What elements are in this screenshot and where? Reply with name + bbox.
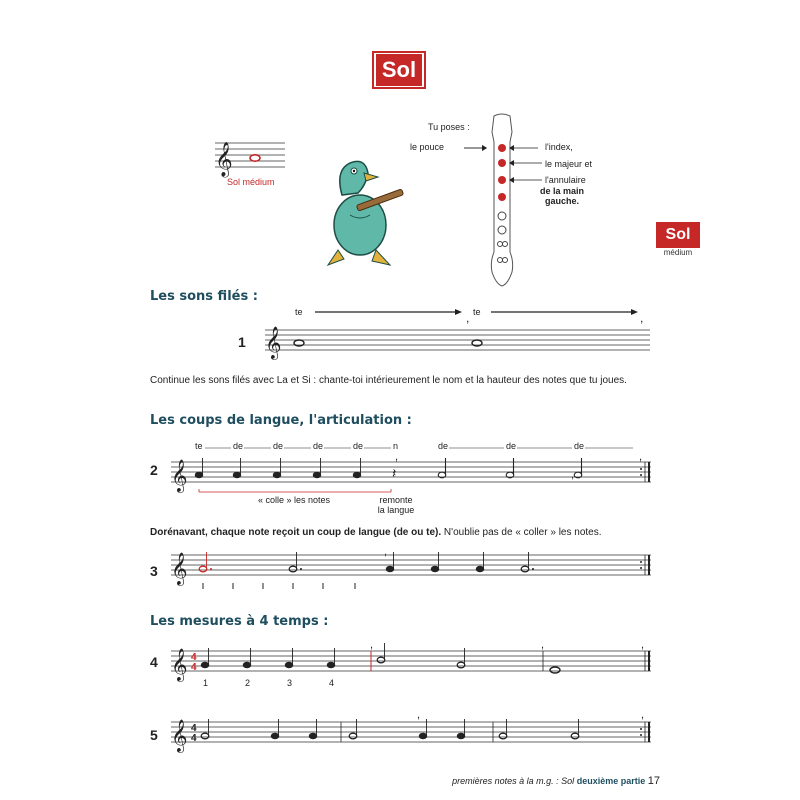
svg-text:𝄞: 𝄞 [265,327,282,358]
ex1-syllable-1: te [295,307,303,317]
ex2-syl-4: de [353,441,364,451]
thumb-arrow-icon [462,145,492,155]
side-tab-sub: médium [663,248,693,257]
svg-text:4: 4 [191,652,197,663]
note-staff [205,135,295,180]
svg-text:4: 4 [191,723,197,734]
fingering-ring-label: l'annulaire [545,175,586,185]
ex2-syl-0: te [195,441,203,451]
side-tab: Sol [656,222,700,248]
svg-text:4: 4 [191,733,197,744]
svg-text:,: , [641,709,645,721]
svg-text:,: , [639,451,643,463]
ex2-syl-3: de [313,441,324,451]
hole-1-icon [498,159,506,167]
ex5-number: 5 [150,727,158,743]
instruction-bold: Dorénavant, chaque note reçoit un coup de langue (de ou te). [150,527,442,538]
beat-1: 1 [203,678,209,688]
note-label: Sol médium [227,177,275,187]
ex2-syl-2: de [273,441,284,451]
sons-files-text: Continue les sons filés avec La et Si : chante-toi intérieurement le nom et la hauteur des notes que tu joues. [150,375,627,386]
fingering-index-label: l'index, [545,142,573,152]
thumb-hole-icon [498,144,506,152]
ex5-staff [163,708,658,753]
svg-text:,: , [370,639,374,651]
footer [420,775,660,787]
instruction-line [150,527,660,538]
footer-italic: premières notes à la m.g. : Sol [452,776,575,786]
section-coups-langue: Les coups de langue, l'articulation : [150,413,412,428]
ex2-syl-5: n [393,441,399,451]
ex2-syl-1: de [233,441,244,451]
fingering-hand1: de la main [539,186,584,196]
ex2-syl-6: de [438,441,449,451]
svg-text:,: , [640,311,644,325]
svg-text:,: , [466,311,470,325]
section-sons-files: Les sons filés : [150,289,258,304]
svg-text:𝄽: 𝄽 [392,465,397,481]
ex1-syllable-2: te [473,307,481,317]
svg-text:𝄞: 𝄞 [171,720,188,751]
hole-3-icon [498,193,506,201]
ex4-staff [163,636,658,696]
ex2-syl-7: de [506,441,517,451]
svg-text:𝄞: 𝄞 [171,460,188,491]
svg-text:,: , [384,546,388,558]
svg-text:𝄞: 𝄞 [171,649,188,680]
ex1-staff [255,300,655,360]
fingering-thumb-label: le pouce [410,142,445,152]
section-mesures: Les mesures à 4 temps : [150,614,329,629]
svg-text:4: 4 [191,662,197,673]
fingering-middle-label: le majeur et [545,159,593,169]
ex2-colle: « colle » les notes [258,495,331,505]
svg-text:𝄞: 𝄞 [171,553,188,584]
ex2-number: 2 [150,462,158,478]
svg-text:,: , [641,639,645,651]
svg-text:,: , [395,451,399,463]
ex3-staff [163,545,658,595]
footer-page: 17 [647,775,660,787]
ex2-syl-8: de [574,441,585,451]
ex2-remonte-1: remonte [379,495,413,505]
svg-text:,: , [571,469,575,481]
fingering-intro: Tu poses : [428,122,470,132]
instruction-rest: N'oublie pas de « coller » les notes. [441,527,602,538]
ex3-number: 3 [150,563,158,579]
svg-text:,: , [417,709,421,721]
bird-illustration-icon [320,155,410,267]
hole-2-icon [498,176,506,184]
footer-part: deuxième partie [576,776,646,786]
beat-3: 3 [287,678,293,688]
ex1-number: 1 [238,334,246,350]
ex4-number: 4 [150,654,158,670]
treble-clef-icon: 𝄞 [215,143,233,176]
ex2-remonte-2: la langue [377,505,415,515]
fingering-hand2: gauche. [544,196,579,206]
page-title: Sol [376,54,422,86]
beat-4: 4 [329,678,335,688]
recorder-diagram [460,112,550,292]
sol-note [250,155,260,161]
title-box [372,51,426,89]
beat-2: 2 [245,678,251,688]
svg-text:,: , [541,639,545,651]
